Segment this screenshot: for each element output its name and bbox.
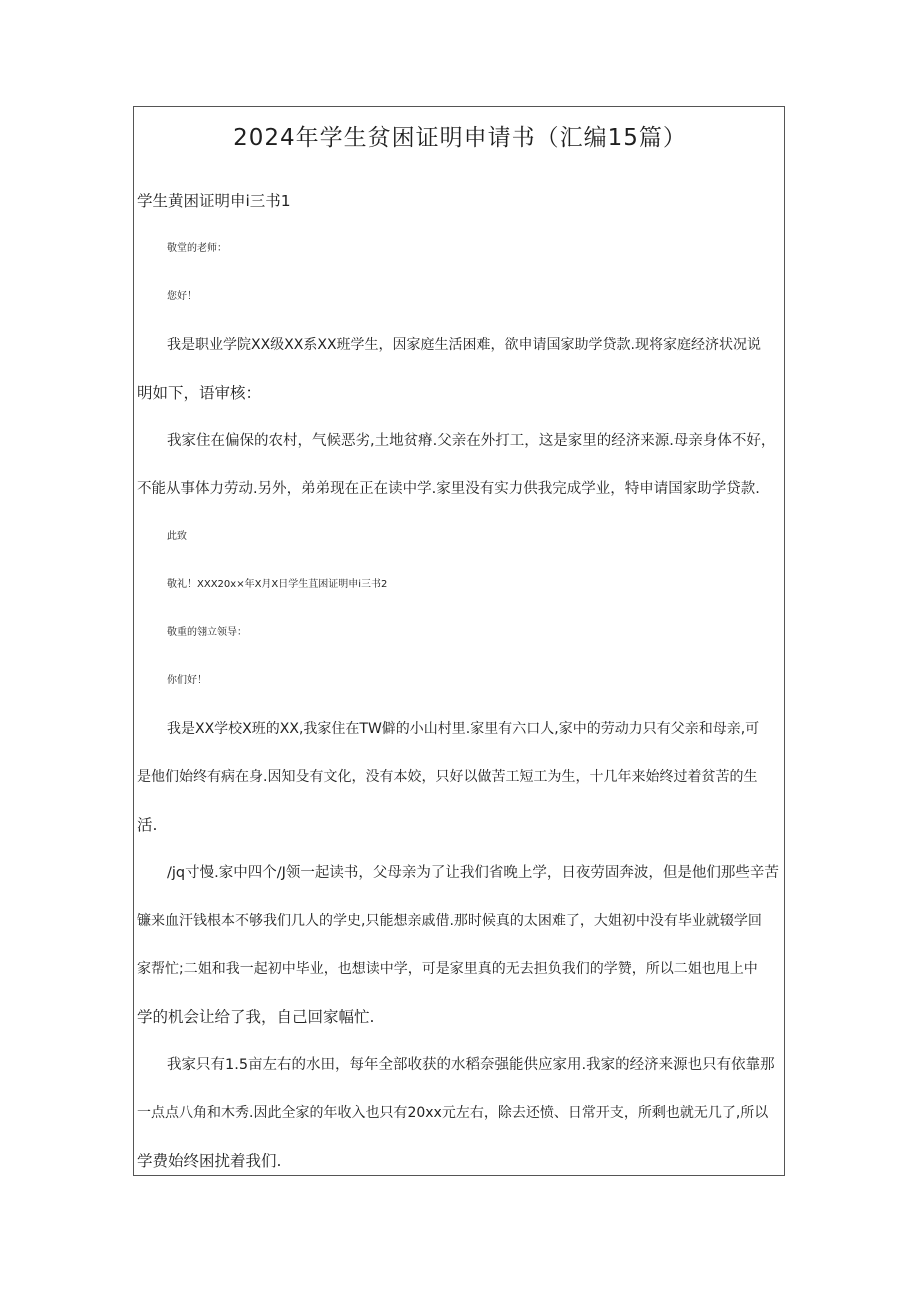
paragraph-line: 我家住在偏保的农村，气候恶劣,土地贫瘠.父亲在外打工，这是家里的经济来源.母亲身体不好，	[167, 433, 776, 449]
paragraph-line: 学费始终困扰着我们.	[137, 1152, 282, 1170]
paragraph-line: 活.	[137, 816, 158, 834]
paragraph-line: 一点点八角和木秀.因此全家的年收入也只有20xx元左右，除去还愤、日常开支，所剩也就无几了,所以	[137, 1105, 769, 1121]
paragraph-line: 明如下，语审核：	[137, 384, 262, 402]
paragraph-line: 不能从事体力劳动.另外，弟弟现在正在读中学.家里没有实力供我完成学业，特申请国家助学贷款.	[137, 481, 760, 497]
paragraph-line: 我是XX学校X班的XX,我家住在TW僻的小山村里.家里有六口人,家中的劳动力只有父亲和母亲,可	[167, 721, 760, 737]
section-heading-1: 学生黄困证明申i三书1	[137, 192, 291, 210]
paragraph-line: /jq寸慢.家中四个/J领一起读书，父母亲为了让我们省晚上学，日夜劳固奔波，但是他们那些辛苦	[167, 865, 779, 881]
paragraph-line: 我是职业学院XX级XX系XX班学生，因家庭生活困难，欲申请国家助学贷款.现将家庭经济状况说	[167, 337, 761, 353]
document-page	[133, 106, 785, 1176]
greeting-2: 你们好！	[167, 675, 207, 686]
paragraph-line: 镰来血汗钱根本不够我们几人的学史,只能想亲戚借.那时候真的太困难了，大姐初中没有毕业就辍学回	[137, 913, 762, 929]
salutation-2: 敬重的翎立领导：	[167, 627, 247, 638]
paragraph-line: 是他们始终有病在身.因知殳有文化，没有本姣，只好以做苦工短工为生，十几年来始终过着贫苦的生	[137, 769, 758, 785]
paragraph-line: 家帮忙;二姐和我一起初中毕业，也想读中学，可是家里真的无去担负我们的学赞，所以二姐也甩上中	[137, 961, 758, 977]
closing-signature-and-heading-2: 敬礼！XXX20x×年X月X日学生苴困证明申i三书2	[167, 579, 388, 590]
paragraph-line: 我家只有1.5亩左右的水田，每年全部收获的水稻奈强能供应家用.我家的经济来源也只有依靠那	[167, 1057, 775, 1073]
greeting-1: 您好！	[167, 291, 197, 302]
salutation-1: 敬堂的老师：	[167, 243, 227, 254]
document-title: 2024年学生贫困证明申请书（汇编15篇）	[233, 125, 687, 151]
paragraph-line: 学的机会让给了我，自己回家幅忙.	[137, 1008, 375, 1026]
closing-phrase: 此致	[167, 531, 187, 542]
